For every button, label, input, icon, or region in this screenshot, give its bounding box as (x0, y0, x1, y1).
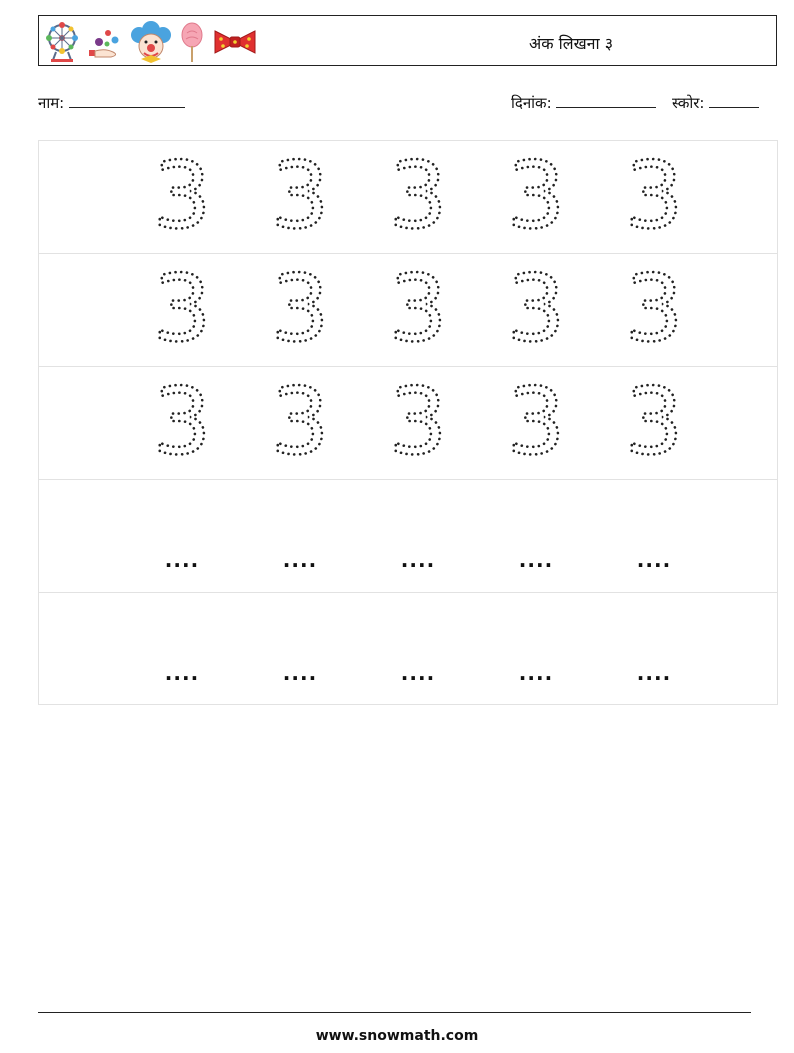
header-icons (45, 21, 257, 63)
baseline-dots: .... (518, 661, 554, 685)
traced-row (39, 254, 777, 367)
name-field (38, 92, 185, 113)
dotted-digit-glyph (481, 254, 591, 366)
footer-divider (38, 1012, 751, 1013)
dotted-digit-glyph (599, 141, 709, 253)
digit-text: 3 (624, 368, 684, 475)
dotted-digit-glyph (245, 254, 355, 366)
date-score-fields (511, 92, 759, 113)
footer-website[interactable]: www.snowmath.com (315, 1028, 479, 1044)
practice-row (39, 593, 777, 706)
blank-cell[interactable] (481, 593, 591, 705)
juggling-balls-icon (87, 22, 123, 62)
dotted-digit (363, 254, 473, 366)
score-label: स्कोर: (671, 94, 705, 112)
baseline-dots: .... (518, 548, 554, 572)
baseline-dots: .... (400, 661, 436, 685)
digit-text: 3 (270, 142, 330, 249)
digit-text: 3 (270, 255, 330, 362)
date-blank[interactable] (556, 92, 656, 108)
blank-cell[interactable] (363, 480, 473, 592)
dotted-digit (245, 141, 355, 253)
dotted-digit (363, 367, 473, 479)
dotted-digit (599, 254, 709, 366)
traced-row (39, 367, 777, 480)
baseline-dots: .... (164, 661, 200, 685)
traced-row (39, 141, 777, 254)
dotted-digit-glyph (363, 367, 473, 479)
blank-cell[interactable] (245, 480, 355, 592)
dotted-digit-glyph (363, 141, 473, 253)
digit-text: 3 (506, 255, 566, 362)
dotted-digit-glyph (127, 367, 237, 479)
date-label: दिनांक: (511, 94, 552, 112)
dotted-digit-glyph (599, 254, 709, 366)
score-blank[interactable] (709, 92, 759, 108)
dotted-digit (245, 254, 355, 366)
bow-tie-icon (213, 27, 257, 57)
baseline-dots: .... (282, 661, 318, 685)
baseline-dots: .... (164, 548, 200, 572)
blank-cell[interactable] (363, 593, 473, 705)
dotted-digit-glyph (599, 367, 709, 479)
dotted-digit (481, 254, 591, 366)
practice-row (39, 480, 777, 593)
name-blank[interactable] (69, 92, 185, 108)
dotted-digit-glyph (245, 367, 355, 479)
dotted-digit (245, 367, 355, 479)
dotted-digit (599, 367, 709, 479)
dotted-digit (599, 141, 709, 253)
dotted-digit-glyph (481, 141, 591, 253)
digit-text: 3 (152, 142, 212, 249)
baseline-dots: .... (400, 548, 436, 572)
digit-text: 3 (624, 142, 684, 249)
digit-text: 3 (388, 255, 448, 362)
page-title: अंक लिखना ३ (529, 34, 614, 53)
dotted-digit (363, 141, 473, 253)
blank-cell[interactable] (127, 593, 237, 705)
blank-cell[interactable] (245, 593, 355, 705)
worksheet-header (38, 15, 777, 66)
dotted-digit-glyph (127, 141, 237, 253)
clown-icon (131, 21, 171, 63)
digit-text: 3 (506, 142, 566, 249)
digit-text: 3 (388, 368, 448, 475)
blank-cell[interactable] (599, 593, 709, 705)
digit-text: 3 (388, 142, 448, 249)
cotton-candy-icon (179, 21, 205, 63)
digit-text: 3 (270, 368, 330, 475)
dotted-digit-glyph (127, 254, 237, 366)
baseline-dots: .... (636, 661, 672, 685)
name-label: नाम: (38, 94, 65, 112)
dotted-digit-glyph (245, 141, 355, 253)
digit-text: 3 (152, 255, 212, 362)
dotted-digit (127, 254, 237, 366)
ferris-wheel-icon (45, 22, 79, 62)
dotted-digit (481, 141, 591, 253)
dotted-digit-glyph (363, 254, 473, 366)
dotted-digit-glyph (481, 367, 591, 479)
tracing-grid (38, 140, 778, 705)
baseline-dots: .... (636, 548, 672, 572)
baseline-dots: .... (282, 548, 318, 572)
dotted-digit (481, 367, 591, 479)
digit-text: 3 (506, 368, 566, 475)
digit-text: 3 (152, 368, 212, 475)
digit-text: 3 (624, 255, 684, 362)
blank-cell[interactable] (599, 480, 709, 592)
blank-cell[interactable] (481, 480, 591, 592)
dotted-digit (127, 367, 237, 479)
blank-cell[interactable] (127, 480, 237, 592)
dotted-digit (127, 141, 237, 253)
